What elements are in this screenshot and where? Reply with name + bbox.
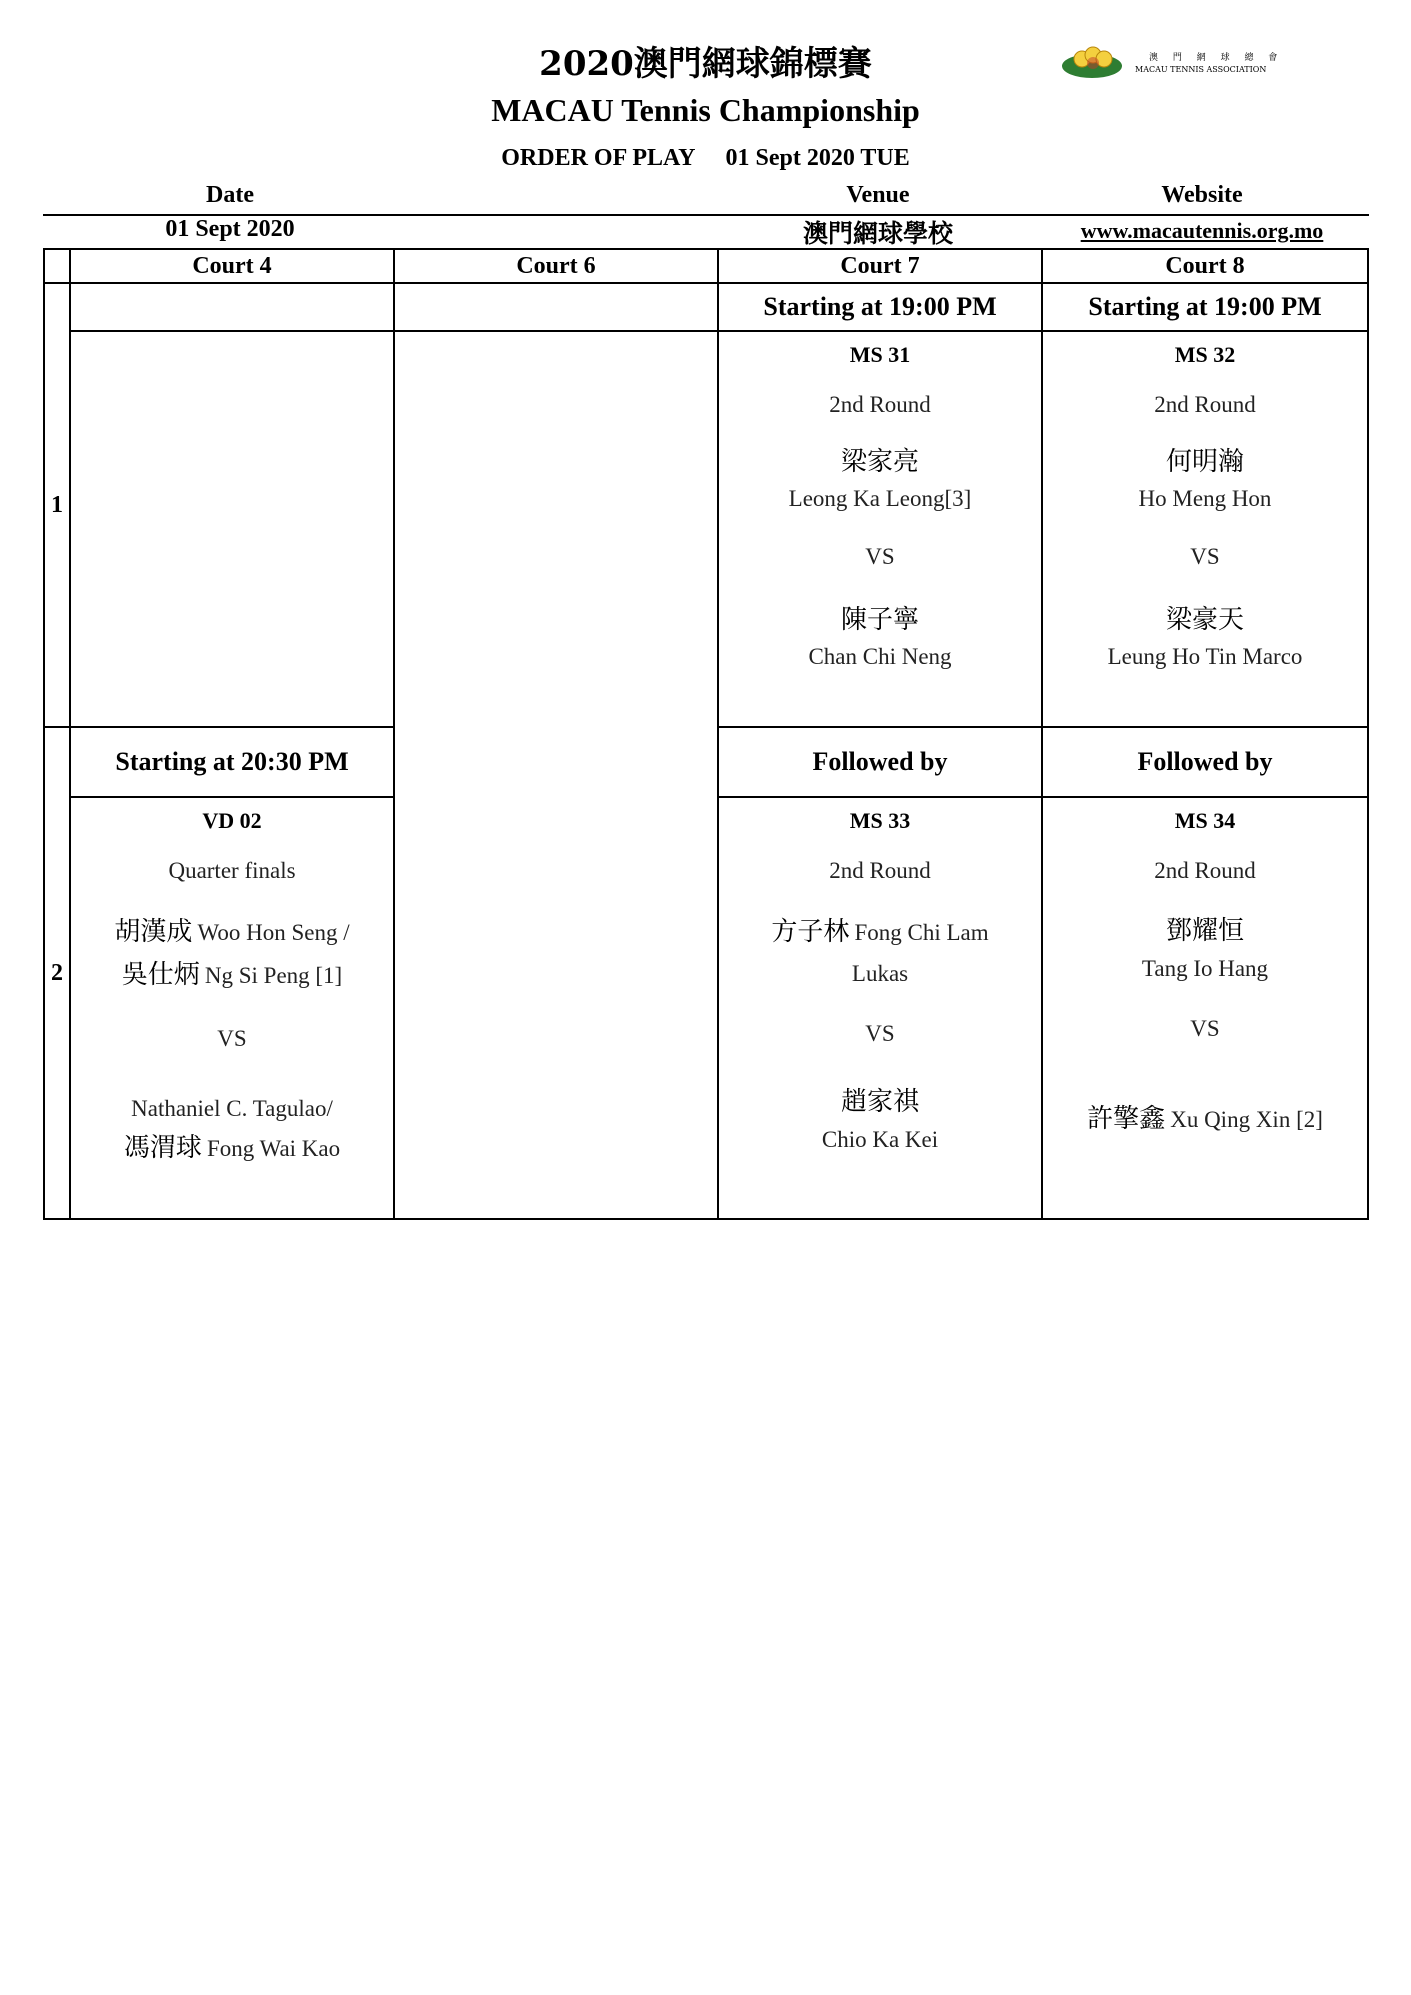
website-label: Website	[1161, 182, 1243, 208]
match-round: Quarter finals	[168, 858, 296, 883]
date-label: Date	[206, 182, 254, 208]
match-code: MS 33	[849, 808, 911, 833]
row-number-2: 2	[51, 959, 63, 986]
title-chinese: 2020澳門網球錦標賽	[539, 44, 872, 84]
match-round: 2nd Round	[1154, 392, 1256, 417]
player1-cn: 梁家亮	[840, 447, 919, 477]
grid-line	[43, 1218, 1369, 1220]
court-header-7: Court 7	[840, 252, 920, 279]
match-code: MS 34	[1174, 808, 1236, 833]
player1-cn: 方子林	[771, 917, 850, 947]
player1-cn: 何明瀚	[1165, 447, 1244, 477]
team2	[70, 1090, 394, 1171]
court-header-8: Court 8	[1165, 252, 1245, 279]
logo-name-chinese: 澳 門 網 球 總 會	[1149, 53, 1284, 63]
team1-player2-cn: 吳仕炳	[121, 960, 200, 990]
court-header-4: Court 4	[192, 252, 272, 279]
team1	[70, 912, 394, 998]
vs-label: VS	[1190, 1016, 1220, 1041]
venue-value: 澳門網球學校	[802, 219, 953, 248]
player2-en: Leung Ho Tin Marco	[1107, 644, 1303, 669]
match-round: 2nd Round	[1154, 858, 1256, 883]
court7-followed-by: Followed by	[812, 747, 948, 776]
player1-en-line2: Lukas	[851, 961, 909, 986]
order-label: ORDER OF PLAY	[501, 145, 696, 171]
player1-en: Tang Io Hang	[1141, 956, 1269, 981]
grid-line	[718, 796, 1369, 798]
vs-label: VS	[217, 1026, 247, 1051]
order-date: 01 Sept 2020 TUE	[725, 145, 910, 171]
player2-cn: 陳子寧	[840, 605, 919, 635]
team2-player1: Nathaniel C. Tagulao/	[131, 1096, 333, 1121]
player2	[1042, 1098, 1368, 1139]
team2-player2-en: Fong Wai Kao	[206, 1136, 341, 1161]
match-ms31	[718, 342, 1042, 676]
team1-player2-en: Ng Si Peng [1]	[204, 963, 343, 988]
grid-line	[70, 330, 1369, 332]
player2-en: Xu Qing Xin [2]	[1170, 1107, 1323, 1132]
player2-cn: 趙家祺	[840, 1087, 919, 1117]
court8-start-time: Starting at 19:00 PM	[1088, 292, 1322, 321]
tennis-ball-logo-icon	[1060, 42, 1130, 82]
player2-en: Chio Ka Kei	[821, 1127, 939, 1152]
player2-cn: 許擎鑫	[1087, 1104, 1166, 1134]
match-round: 2nd Round	[829, 392, 931, 417]
order-of-play	[0, 145, 1411, 172]
match-round: 2nd Round	[829, 858, 931, 883]
vs-label: VS	[865, 544, 895, 569]
vs-label: VS	[1190, 544, 1220, 569]
website-link[interactable]: www.macautennis.org.mo	[1080, 218, 1324, 243]
team2-player2-cn: 馮渭球	[123, 1133, 202, 1163]
match-ms34	[1042, 808, 1368, 1139]
association-logo	[1060, 42, 1320, 92]
match-code: VD 02	[202, 808, 262, 833]
vs-label: VS	[865, 1021, 895, 1046]
title-english: MACAU Tennis Championship	[491, 92, 920, 128]
date-value: 01 Sept 2020	[165, 216, 295, 242]
player2-cn: 梁豪天	[1165, 605, 1244, 635]
team1-player1-cn: 胡漢成	[114, 917, 193, 947]
match-code: MS 32	[1174, 342, 1236, 367]
venue-label: Venue	[846, 182, 910, 208]
player2-en: Chan Chi Neng	[808, 644, 952, 669]
court8-followed-by: Followed by	[1137, 747, 1273, 776]
team1-player1-en: Woo Hon Seng /	[197, 920, 350, 945]
match-code: MS 31	[849, 342, 911, 367]
logo-name-english: MACAU TENNIS ASSOCIATION	[1135, 65, 1267, 74]
player1	[718, 912, 1042, 993]
player1-en: Leong Ka Leong[3]	[788, 486, 972, 511]
court-header-6: Court 6	[516, 252, 596, 279]
logo-text	[1135, 52, 1283, 76]
player1-en: Fong Chi Lam	[854, 920, 989, 945]
player1-en: Ho Meng Hon	[1138, 486, 1272, 511]
court4-start-time: Starting at 20:30 PM	[115, 747, 349, 776]
row-number-1: 1	[51, 491, 63, 518]
player1-cn: 鄧耀恒	[1165, 916, 1244, 946]
court7-start-time: Starting at 19:00 PM	[763, 292, 997, 321]
match-ms32	[1042, 342, 1368, 676]
match-vd02	[70, 808, 394, 1171]
match-ms33	[718, 808, 1042, 1159]
grid-line	[70, 796, 394, 798]
